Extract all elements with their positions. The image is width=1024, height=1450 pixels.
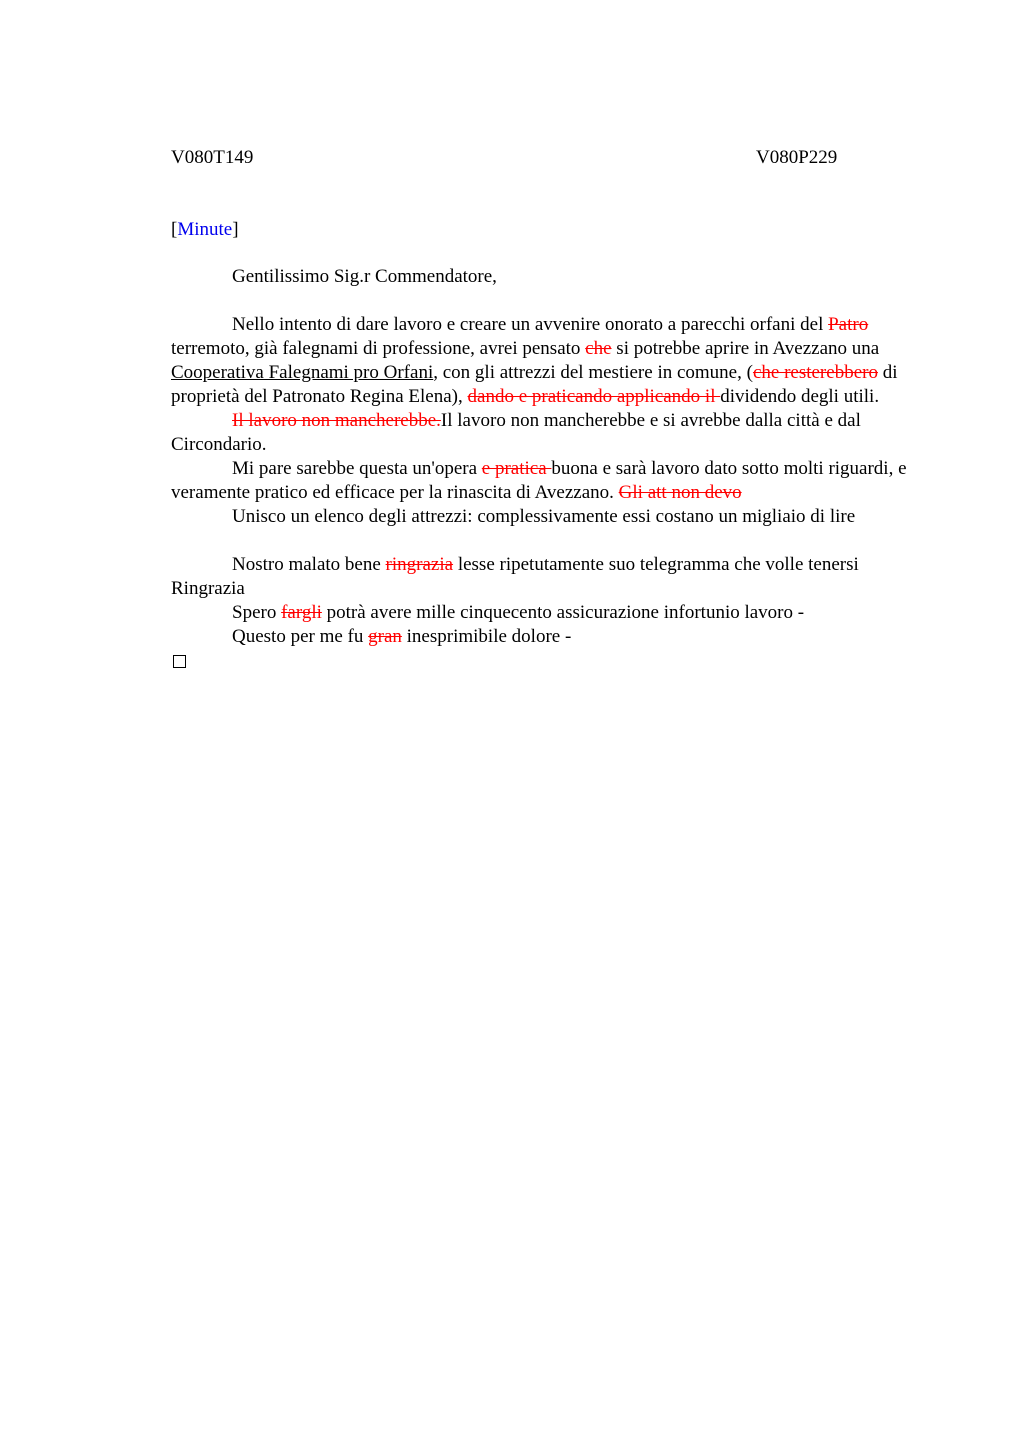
paragraph-6	[171, 601, 931, 625]
square-box-icon	[173, 655, 186, 668]
document-id-right: V080P229	[756, 147, 838, 168]
deleted-text: Patro	[828, 314, 869, 335]
deleted-text: Gli att non devo	[618, 482, 742, 503]
text-run: terremoto, già falegnami di professione, avrei pensato	[171, 338, 586, 359]
paragraph-2	[171, 409, 931, 457]
underlined-text: Cooperativa Falegnami pro Orfani	[171, 362, 434, 383]
text-run: inesprimibile dolore -	[401, 626, 572, 647]
paragraph-4: Unisco un elenco degli attrezzi: complessivamente essi costano un migliaio di lire	[232, 506, 856, 527]
deleted-text: che	[585, 338, 612, 359]
salutation: Gentilissimo Sig.r Commendatore,	[232, 266, 497, 287]
text-run: , con gli attrezzi del mestiere in comune, (	[433, 362, 753, 383]
end-marker-line	[171, 649, 931, 675]
text-run: potrà avere mille cinquecento assicurazione infortunio lavoro -	[321, 602, 805, 623]
letter-body	[171, 313, 931, 675]
deleted-text: fargli	[281, 602, 322, 623]
paragraph-7	[171, 625, 931, 649]
tag-open-bracket: [	[171, 219, 178, 240]
document-page	[171, 146, 931, 675]
tag-close-bracket: ]	[232, 219, 239, 240]
document-type-tag	[171, 218, 931, 242]
tag-word: Minute	[177, 219, 233, 240]
text-run: Il lavoro non mancherebbe e si avrebbe dalla città e dal Circondario.	[171, 410, 861, 455]
paragraph-5	[171, 553, 931, 601]
text-run: Nostro malato bene	[232, 554, 386, 575]
paragraph-3	[171, 457, 931, 505]
deleted-text: gran	[368, 626, 402, 647]
text-run: Mi pare sarebbe questa un'opera	[232, 458, 482, 479]
deleted-text: dando e praticando applicando il	[467, 386, 721, 407]
document-header	[171, 146, 931, 170]
document-id-left: V080T149	[171, 147, 254, 168]
text-run: Spero	[232, 602, 282, 623]
deleted-text: ringrazia	[385, 554, 454, 575]
text-run: Questo per me fu	[232, 626, 369, 647]
deleted-text: e pratica	[481, 458, 552, 479]
text-run: dividendo degli utili.	[720, 386, 880, 407]
text-run: di proprietà del Patronato Regina Elena),	[171, 362, 898, 407]
text-run: lesse ripetutamente suo telegramma che volle tenersi Ringrazia	[171, 554, 859, 599]
text-run: Nello intento di dare lavoro e creare un avvenire onorato a parecchi orfani del	[232, 314, 829, 335]
text-run: buona e sarà lavoro dato sotto molti riguardi, e veramente pratico ed efficace per la rinascita di Avezzano.	[171, 458, 907, 503]
deleted-text: che resterebbero	[752, 362, 878, 383]
deleted-text: Il lavoro non mancherebbe.	[232, 410, 441, 431]
text-run: si potrebbe aprire in Avezzano una	[611, 338, 880, 359]
paragraph-1	[171, 313, 931, 409]
